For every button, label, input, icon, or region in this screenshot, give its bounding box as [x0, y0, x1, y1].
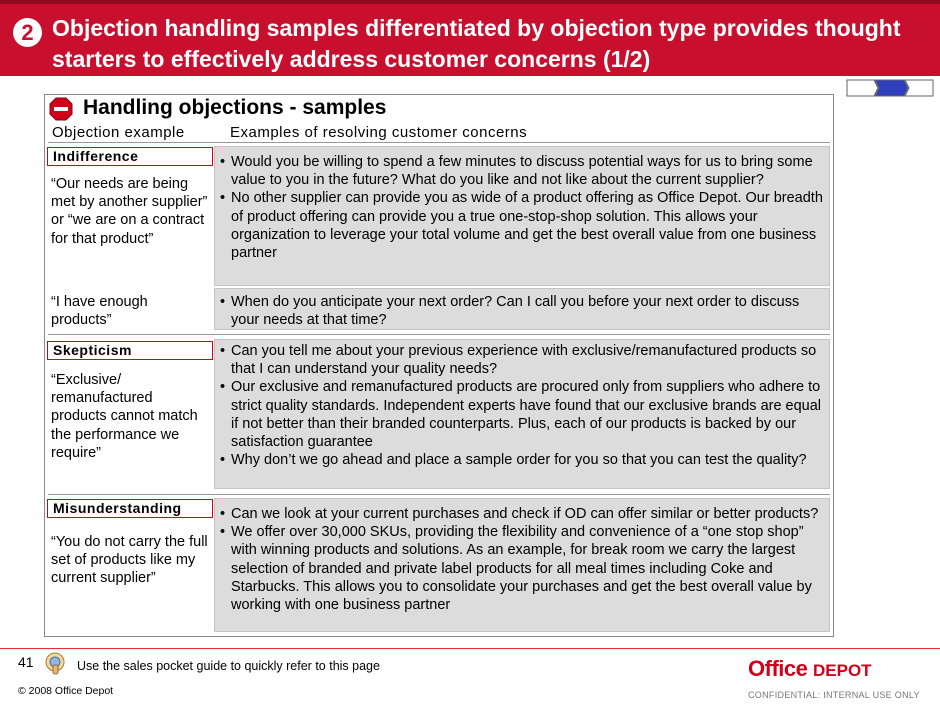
resolution-bullet: • Our exclusive and remanufactured products are procured only from suppliers who adhere to strict quality standards. Independent experts have found that our exclusive brands are equal if not better than their branded counterparts. Plus, each of our products is backed by our satisfaction guarantee	[219, 378, 824, 451]
hand-pointer-icon	[44, 651, 66, 675]
office-depot-logo	[748, 656, 872, 682]
section-divider	[48, 334, 830, 335]
resolution-bullet: • Why don’t we go ahead and place a sample order for you so that you can test the quality?	[219, 451, 824, 469]
category-label-misunderstanding: Misunderstanding	[47, 499, 213, 518]
resolution-bullet: • Can you tell me about your previous experience with exclusive/remanufactured products so that I can understand your quality needs?	[219, 342, 824, 378]
nav-step-1	[847, 80, 878, 96]
objection-example: “I have enough products”	[51, 294, 148, 329]
nav-step-2-active	[875, 80, 908, 96]
page-number: 41	[18, 654, 34, 670]
resolution-list	[219, 505, 824, 614]
resolution-bullet: • When do you anticipate your next order? Can I call you before your next order to discuss your needs at that time?	[219, 293, 824, 329]
stop-sign-icon	[49, 97, 73, 121]
page-title: Objection handling samples differentiated by objection type provides thought starters to effectively address customer concerns (1/2)	[52, 15, 901, 72]
resolution-bullet: • Can we look at your current purchases and check if OD can offer similar or better products?	[219, 505, 824, 523]
nav-step-3	[905, 80, 933, 96]
header-divider	[48, 142, 830, 143]
column-header-objection: Objection example	[52, 124, 185, 141]
objection-example: “You do not carry the full set of products like my current supplier”	[51, 534, 208, 587]
logo-depot: DEPOT	[812, 661, 872, 680]
confidential-notice: CONFIDENTIAL: INTERNAL USE ONLY	[748, 690, 920, 700]
resolution-bullet: • No other supplier can provide you as wide of a product offering as Office Depot. Our breadth of product offering can provide you a true one-stop-shop solution. This allows your organization to leverage your total volume and get the best overall value from one business partner	[219, 189, 824, 262]
section-divider	[48, 494, 830, 495]
footer-divider	[0, 648, 940, 649]
header-top-line	[0, 0, 940, 4]
category-label-skepticism: Skepticism	[47, 341, 213, 360]
copyright: © 2008 Office Depot	[18, 685, 114, 697]
column-header-resolution: Examples of resolving customer concerns	[230, 124, 528, 141]
progress-nav[interactable]	[846, 79, 934, 97]
resolution-list	[219, 153, 824, 262]
resolution-list	[219, 293, 824, 329]
resolution-bullet: • We offer over 30,000 SKUs, providing the flexibility and convenience of a “one stop shop” with winning products and solutions. As an example, for break room we carry the largest selection of branded and private label products for all meal times including Coke and Starbucks. This allows you to consolidate your purchases and get the best overall value by working with one business partner	[219, 523, 824, 614]
logo-office: Office	[748, 656, 808, 681]
resolution-list	[219, 342, 824, 469]
objection-example: “Exclusive/ remanufactured products cannot match the performance we require”	[51, 372, 198, 461]
objection-example: “Our needs are being met by another supplier” or “we are on a contract for that product”	[51, 176, 208, 247]
section-number-badge: 2	[13, 18, 42, 47]
pocket-guide-hint: Use the sales pocket guide to quickly refer to this page	[77, 659, 380, 673]
category-label-indifference: Indifference	[47, 147, 213, 166]
frame-title: Handling objections - samples	[83, 96, 387, 119]
resolution-bullet: • Would you be willing to spend a few minutes to discuss potential ways for us to bring some value to you in the future? What do you like and not like about the current supplier?	[219, 153, 824, 189]
